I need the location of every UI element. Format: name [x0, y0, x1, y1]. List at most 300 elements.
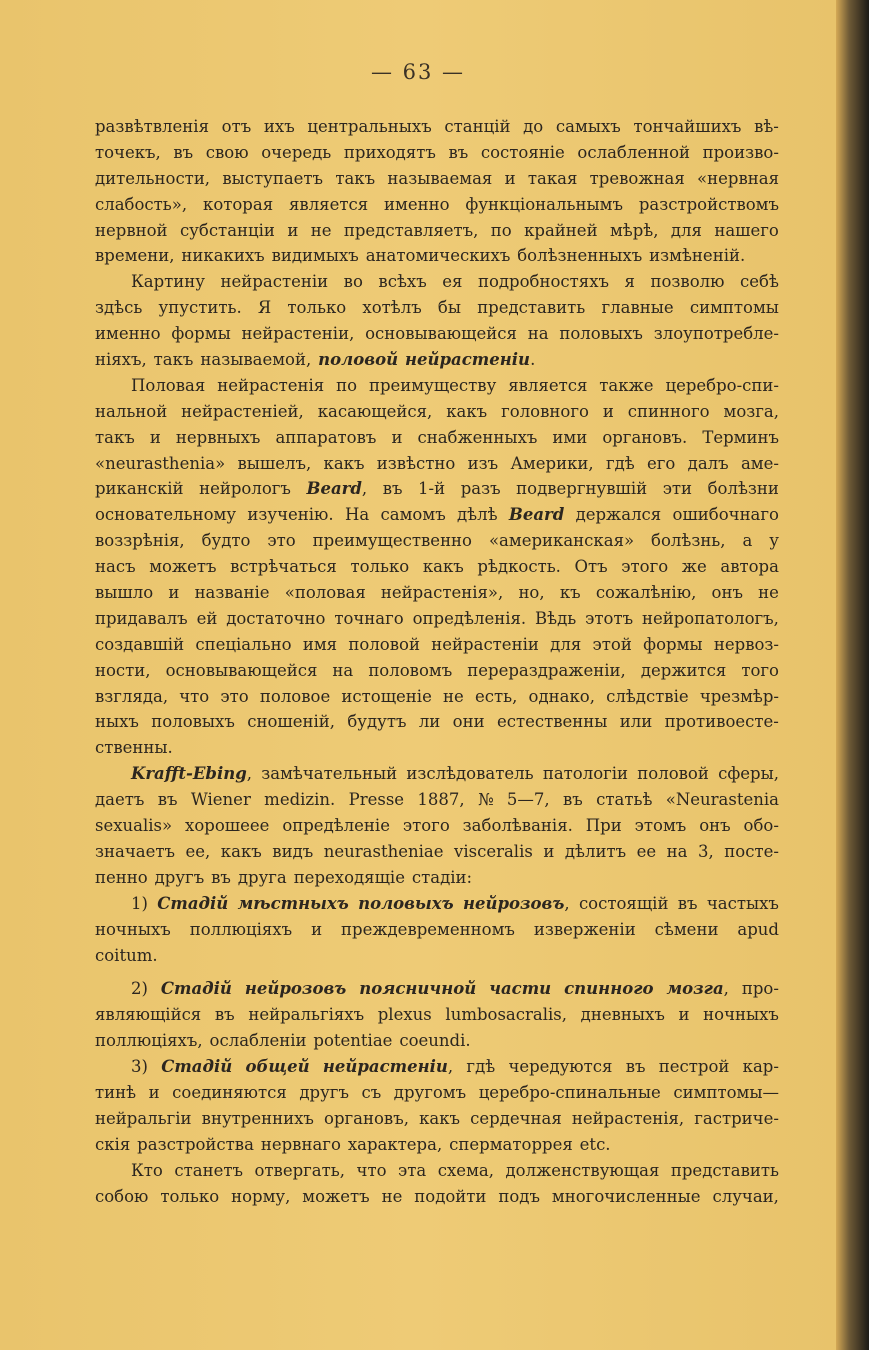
word: не: [443, 686, 464, 706]
word: частыхъ: [706, 893, 779, 913]
word: симптомы—: [673, 1082, 779, 1102]
word: сперматоррея: [449, 1134, 573, 1154]
word: внутреннихъ: [201, 1108, 314, 1128]
word: друга: [237, 867, 287, 887]
word: такъ: [335, 168, 376, 188]
word: ности,: [95, 660, 151, 680]
word: и: [391, 427, 403, 447]
word: а: [742, 531, 753, 551]
word: будутъ: [347, 712, 407, 732]
word: времени,: [95, 246, 175, 266]
word: мозга,: [666, 979, 729, 999]
word: изверженіи: [533, 919, 636, 939]
word: даетъ: [95, 790, 145, 810]
word: никакихъ: [181, 246, 265, 266]
word: извѣстно: [376, 453, 456, 473]
word: половыхъ: [559, 324, 643, 344]
word: позволю: [650, 272, 725, 292]
word: аппаратовъ: [275, 427, 377, 447]
word: долженствующая: [505, 1160, 660, 1180]
word: apud: [737, 919, 779, 939]
word: которая: [203, 194, 274, 214]
text-line: [95, 606, 779, 632]
word: изученію.: [247, 505, 334, 525]
word: этотъ: [585, 608, 634, 628]
word: имя: [302, 634, 338, 654]
word: органовъ,: [324, 1108, 409, 1128]
word: нервныхъ: [175, 427, 261, 447]
word: ей: [196, 608, 218, 628]
word: нейральгіи: [95, 1108, 192, 1128]
word: въ: [677, 893, 698, 913]
word: характера,: [347, 1134, 443, 1154]
word: спеціально: [195, 634, 292, 654]
word: [358, 891, 454, 917]
word: и: [602, 401, 614, 421]
word: поллюціяхъ: [189, 919, 293, 939]
word: здѣсь: [95, 298, 143, 318]
text-line: [95, 943, 779, 969]
text-line: [95, 476, 779, 502]
text-line: [95, 347, 779, 373]
word: не: [310, 220, 332, 240]
text-line: [95, 1184, 779, 1210]
word: другъ: [154, 867, 205, 887]
word: измѣненій.: [649, 246, 746, 266]
word: риканскій: [95, 479, 184, 499]
text-line: [95, 502, 779, 528]
word: ихъ: [263, 117, 295, 136]
word: мѣрѣ,: [609, 220, 659, 240]
word: половой: [348, 634, 420, 654]
word: такъ: [95, 427, 135, 447]
word: 2): [131, 979, 148, 999]
word: этомъ: [634, 816, 687, 836]
word: какъ: [446, 401, 488, 421]
word: въ: [382, 479, 403, 499]
word: формы: [171, 324, 231, 344]
text-line: [95, 658, 779, 684]
word: этого: [621, 557, 669, 577]
word: замѣчательный: [261, 764, 398, 784]
italic-text: Стадій: [161, 1057, 233, 1077]
word: очередь: [261, 142, 332, 162]
word: только: [160, 1186, 220, 1206]
word: формы: [643, 634, 703, 654]
word: рѣдкость.: [477, 557, 561, 577]
word: [359, 976, 476, 1002]
word: хорошеее: [185, 816, 270, 836]
italic-text: Beard: [508, 505, 565, 525]
word: слабость»,: [95, 194, 188, 214]
word: болѣзненныхъ: [517, 246, 643, 266]
word: спинного: [627, 401, 710, 421]
word: также: [599, 375, 654, 395]
word: бы: [437, 298, 461, 318]
word: обо-: [743, 816, 779, 836]
word: взгляда,: [95, 686, 169, 706]
word: половыхъ: [151, 712, 235, 732]
word: не: [758, 583, 779, 603]
word: нейрастеніей,: [181, 401, 304, 421]
word: преждевременномъ: [341, 919, 515, 939]
word: [157, 891, 228, 917]
word: Половая: [131, 375, 206, 395]
word: нашего: [714, 220, 779, 240]
text-line: [95, 761, 779, 787]
word: центральныхъ: [307, 117, 432, 136]
word: другъ: [299, 1082, 349, 1102]
text-line: [95, 425, 779, 451]
word: plexus: [377, 1005, 432, 1025]
word: автора: [720, 557, 779, 577]
word: отвергать,: [254, 1160, 346, 1180]
word: нейропатологъ,: [641, 608, 779, 628]
word: подвергнувшій: [516, 479, 648, 499]
word: ственны.: [95, 738, 173, 758]
word: отъ: [221, 117, 252, 136]
word: разстройства: [137, 1134, 254, 1154]
italic-text: нейрастеніи: [405, 350, 531, 370]
word: 5—7,: [506, 790, 550, 810]
word: злоупотребле-: [653, 324, 779, 344]
word: Картину: [131, 272, 206, 292]
word: состоящій: [578, 893, 669, 913]
word: Терминъ: [702, 427, 779, 447]
word: ослабленной: [577, 142, 691, 162]
word: создавшій: [95, 634, 185, 654]
word: хотѣлъ: [362, 298, 422, 318]
word: же: [681, 557, 707, 577]
word: можетъ: [149, 557, 217, 577]
word: ослабленіи: [209, 1031, 307, 1051]
word: для: [670, 220, 702, 240]
word: ими: [552, 427, 588, 447]
word: нервной: [95, 220, 168, 240]
word: болѣзнь,: [651, 531, 726, 551]
word: подойти: [414, 1186, 487, 1206]
word: у: [769, 531, 779, 551]
word: того: [741, 660, 779, 680]
word: «американская»: [488, 531, 635, 551]
word: половомъ: [368, 660, 453, 680]
word: сожалѣнію,: [595, 583, 697, 603]
italic-text: Стадій: [157, 893, 229, 913]
word: станетъ: [174, 1160, 243, 1180]
word: 1): [131, 893, 148, 913]
word: основывающейся: [165, 660, 318, 680]
word: [161, 1054, 232, 1080]
word: и: [287, 220, 299, 240]
word: гастриче-: [694, 1108, 779, 1128]
word: собою: [95, 1186, 149, 1206]
word: онъ: [711, 583, 743, 603]
text-line: [95, 709, 779, 735]
word: что: [179, 686, 210, 706]
word: «Neurastenia: [665, 790, 779, 810]
text-line: [95, 140, 779, 166]
text-line: [95, 1054, 779, 1080]
word: будто: [201, 531, 251, 551]
word: дневныхъ: [580, 1005, 665, 1025]
text-line: [95, 813, 779, 839]
word: Wiener: [190, 790, 251, 810]
word: онъ: [699, 816, 731, 836]
word: половой: [637, 764, 709, 784]
word: является: [289, 194, 369, 214]
word: скія: [95, 1134, 131, 1154]
word: во: [343, 272, 363, 292]
text-line: [95, 1028, 779, 1054]
italic-text: нейрозовъ: [244, 979, 347, 999]
word: тончайшихъ: [633, 117, 742, 136]
word: дѣлитъ: [564, 841, 627, 861]
word: придавалъ: [95, 608, 188, 628]
word: въ: [157, 790, 178, 810]
word: lumbosacralis,: [445, 1005, 568, 1025]
text-line: [95, 735, 779, 761]
word: №: [477, 790, 494, 810]
word: встрѣчаться: [230, 557, 337, 577]
word: основательному: [95, 505, 237, 525]
word: въ: [448, 142, 469, 162]
word: Вѣдь: [535, 608, 577, 628]
word: про-: [741, 979, 779, 999]
word: нейрастеніи.: [405, 350, 536, 370]
word: есть,: [474, 686, 518, 706]
word: [489, 976, 551, 1002]
word: [509, 502, 564, 528]
word: ночныхъ: [703, 1005, 779, 1025]
text-line: [95, 917, 779, 943]
word: Beard,: [306, 479, 368, 499]
word: [564, 976, 653, 1002]
word: держался: [575, 505, 662, 525]
word: что: [356, 1160, 387, 1180]
word: нейрастенія: [217, 375, 325, 395]
word: свою: [205, 142, 249, 162]
word: «нервная: [697, 168, 779, 188]
word: potentiae: [313, 1031, 393, 1051]
word: ее: [636, 841, 657, 861]
word: чередуются: [508, 1057, 613, 1077]
text-line: [95, 1080, 779, 1106]
word: нейрозовъ,: [462, 893, 570, 913]
word: изслѣдователь: [406, 764, 534, 784]
word: 1-й: [418, 479, 446, 499]
word: нейрастеніи: [220, 272, 329, 292]
word: вышелъ,: [237, 453, 312, 473]
word: однако,: [528, 686, 595, 706]
word: нейрастенія»,: [380, 583, 504, 603]
word: и: [168, 583, 180, 603]
word: перераздраженіи,: [467, 660, 626, 680]
word: по: [336, 375, 358, 395]
word: далъ: [687, 453, 729, 473]
word: sexualis»: [95, 816, 173, 836]
word: [161, 976, 232, 1002]
word: гдѣ: [466, 1057, 496, 1077]
text-line: [95, 114, 779, 140]
word: При: [585, 816, 622, 836]
word: дительности,: [95, 168, 211, 188]
word: сношеній,: [247, 712, 335, 732]
word: съ: [361, 1082, 382, 1102]
word: такъ: [153, 350, 194, 370]
text-line: [95, 399, 779, 425]
word: и: [678, 1005, 690, 1025]
word: пестрой: [658, 1057, 730, 1077]
word: функціональнымъ: [465, 194, 623, 214]
word: нервоз-: [713, 634, 779, 654]
text-line: [95, 632, 779, 658]
text-line: [95, 192, 779, 218]
word: какъ: [419, 1108, 461, 1128]
word: въ: [211, 867, 231, 887]
word: представить: [477, 298, 586, 318]
word: поллюціяхъ,: [95, 1031, 203, 1051]
word: какъ: [323, 453, 365, 473]
word: главные: [601, 298, 674, 318]
word: вѣ-: [754, 117, 779, 136]
word: самомъ: [380, 505, 446, 525]
word: являющійся: [95, 1005, 202, 1025]
word: называемой,: [200, 350, 312, 370]
word: Krafft-Ebing,: [131, 764, 253, 784]
word: представить: [670, 1160, 779, 1180]
italic-text: мѣстныхъ: [237, 893, 349, 913]
word: разъ: [460, 479, 501, 499]
word: и: [149, 427, 161, 447]
word: подробностяхъ: [477, 272, 610, 292]
italic-text: части: [489, 979, 552, 999]
word: тинѣ: [95, 1082, 137, 1102]
word: видъ: [272, 841, 314, 861]
word: касающейся,: [317, 401, 433, 421]
word: преимущественно: [312, 531, 472, 551]
word: норму,: [231, 1186, 291, 1206]
word: и: [543, 841, 555, 861]
word: ея: [442, 272, 463, 292]
word: coeundi.: [399, 1031, 471, 1051]
word: случаи,: [712, 1186, 779, 1206]
word: нейрастенія,: [571, 1108, 685, 1128]
word: въ: [625, 1057, 646, 1077]
word: субстанціи: [179, 220, 275, 240]
italic-text: поясничной: [359, 979, 477, 999]
text-line: [95, 891, 779, 917]
word: сѣмени: [654, 919, 719, 939]
paragraph-gap: [95, 968, 779, 976]
word: 3): [131, 1057, 148, 1077]
word: истощеніе: [341, 686, 432, 706]
text-line: [95, 373, 779, 399]
word: ныхъ: [95, 712, 139, 732]
word: половое: [259, 686, 331, 706]
text-line: [95, 295, 779, 321]
page-edge-shadow: [836, 0, 869, 1350]
text-line: [95, 166, 779, 192]
word: какъ: [422, 557, 464, 577]
word: нейрастеніи,: [322, 1057, 454, 1077]
word: церебро-спинальные: [478, 1082, 661, 1102]
word: переходящіе: [293, 867, 405, 887]
word: на: [527, 324, 549, 344]
word: представляетъ,: [343, 220, 479, 240]
word: Америки,: [510, 453, 594, 473]
word: coitum.: [95, 945, 158, 965]
word: но,: [518, 583, 545, 603]
word: подъ: [498, 1186, 540, 1206]
word: [238, 891, 349, 917]
word: сердечная: [470, 1108, 562, 1128]
word: держится: [640, 660, 727, 680]
word: состояніе: [480, 142, 565, 162]
word: тревожная: [589, 168, 685, 188]
word: соединяются: [172, 1082, 287, 1102]
word: приходятъ: [343, 142, 436, 162]
text-line: [95, 218, 779, 244]
word: многочисленные: [551, 1186, 701, 1206]
word: головного: [501, 401, 589, 421]
text-line: [95, 1106, 779, 1132]
word: эта: [398, 1160, 427, 1180]
word: преимуществу: [368, 375, 497, 395]
word: по: [490, 220, 512, 240]
italic-text: Krafft-Ebing: [131, 764, 247, 784]
page-number: — 63 —: [370, 60, 466, 84]
italic-text: половыхъ: [358, 893, 454, 913]
word: насъ: [95, 557, 136, 577]
word: заболѣванія.: [462, 816, 573, 836]
text-line: [95, 269, 779, 295]
word: другомъ: [393, 1082, 467, 1102]
word: только: [287, 298, 347, 318]
word: органовъ.: [602, 427, 688, 447]
word: названіе: [194, 583, 270, 603]
word: церебро-спи-: [665, 375, 779, 395]
word: естественны: [496, 712, 608, 732]
word: снабженныхъ: [417, 427, 538, 447]
word: и: [504, 168, 516, 188]
word: слѣдствіе: [606, 686, 689, 706]
word: только: [350, 557, 410, 577]
word: это: [220, 686, 249, 706]
italic-text: нейрастеніи: [322, 1057, 448, 1077]
word: точнаго: [334, 608, 404, 628]
word: схема,: [437, 1160, 494, 1180]
word: упустить.: [158, 298, 242, 318]
word: visceralis: [454, 841, 533, 861]
word: какъ: [220, 841, 262, 861]
word: симптомы: [689, 298, 779, 318]
word: этой: [592, 634, 632, 654]
word: воззрѣнія,: [95, 531, 185, 551]
italic-text: нейрозовъ: [462, 893, 565, 913]
italic-text: Стадій: [160, 979, 232, 999]
text-line: [95, 528, 779, 554]
word: ее,: [185, 841, 211, 861]
page-body-text: [95, 114, 779, 1209]
word: [245, 1054, 309, 1080]
word: значаетъ: [95, 841, 175, 861]
word: видимыхъ: [271, 246, 359, 266]
text-line: [95, 1158, 779, 1184]
word: развѣтвленія: [95, 117, 209, 136]
word: «половая: [284, 583, 366, 603]
text-line: [95, 554, 779, 580]
italic-text: Beard: [306, 479, 362, 499]
